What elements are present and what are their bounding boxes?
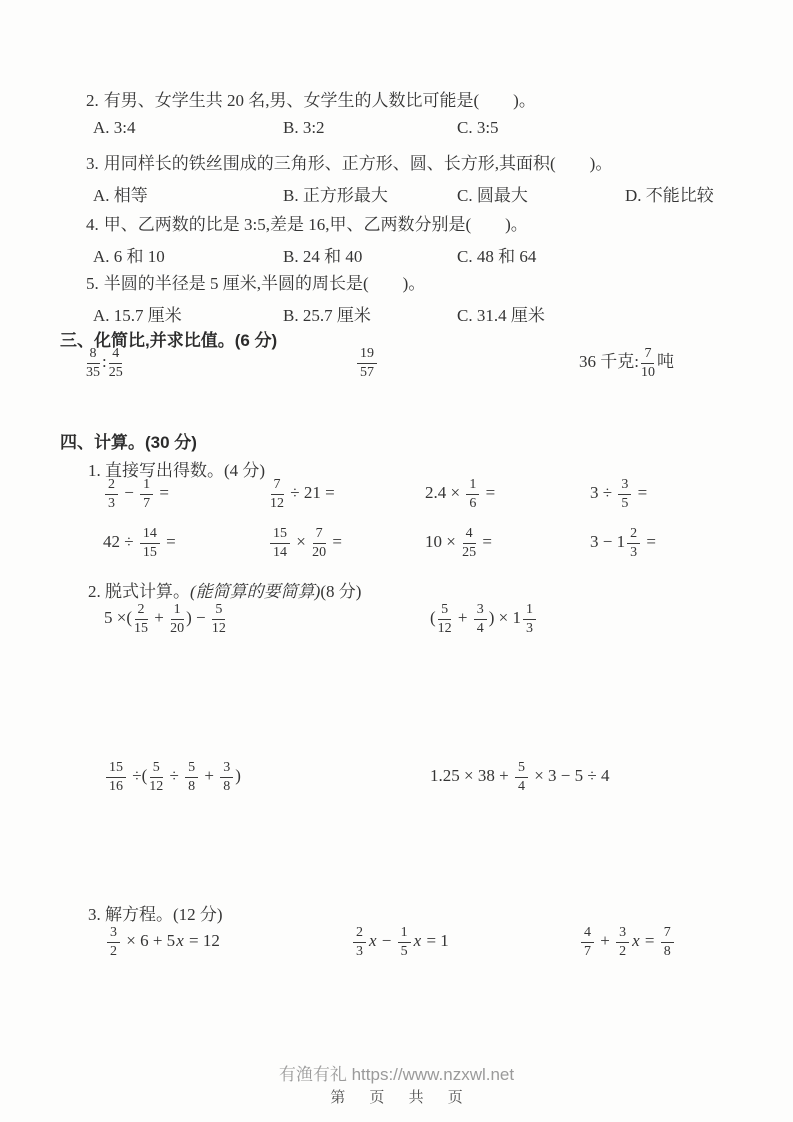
math-text: 2.4 ×	[425, 483, 465, 503]
question-3-line	[86, 149, 612, 174]
math-fraction: $\frac{3}{5}$	[618, 477, 631, 511]
question-4-line	[86, 210, 528, 235]
math-fraction: $\frac{2}{15}$	[134, 602, 148, 636]
math-text: −	[120, 483, 139, 503]
sub-question-2-prefix: 2. 脱式计算。	[88, 582, 190, 601]
option-c: C. 3:5	[457, 118, 499, 137]
oral-calc-4	[590, 477, 647, 511]
math-text: ) −	[186, 608, 210, 628]
math-text: ×	[292, 532, 311, 552]
math-text: 1.25 × 38 +	[430, 766, 513, 786]
option-a: A. 6 和 10	[93, 247, 165, 266]
math-variable: x	[632, 931, 640, 951]
question-2-line	[86, 86, 536, 111]
math-text: =	[481, 483, 496, 503]
question-body: 甲、乙两数的比是 3:5,差是 16,甲、乙两数分别是( )。	[103, 215, 528, 234]
math-variable: x	[413, 931, 422, 951]
math-variable: x	[176, 931, 184, 951]
math-text: =	[478, 532, 492, 552]
oral-calc-8	[590, 526, 656, 560]
math-fraction: $\frac{4}{7}$	[581, 925, 594, 959]
math-fraction: $\frac{7}{20}$	[312, 526, 327, 560]
math-fraction: $\frac{4}{25}$	[108, 346, 123, 380]
question-body: 半圆的半径是 5 厘米,半圆的周长是( )。	[103, 274, 426, 293]
math-fraction: $\frac{1}{7}$	[140, 477, 153, 511]
math-text: =	[161, 532, 176, 552]
math-text: +	[453, 608, 472, 628]
sub-question-2-title	[88, 577, 361, 602]
question-number: 4.	[86, 215, 99, 234]
math-text: 3 − 1	[590, 532, 626, 552]
option-c: C. 圆最大	[457, 186, 528, 205]
ratio-expression-1	[84, 346, 125, 380]
math-text: =	[640, 931, 659, 951]
question-number: 2.	[86, 91, 99, 110]
math-fraction: $\frac{2}{3}$	[353, 925, 366, 959]
question-5-line	[86, 269, 425, 294]
math-text: ÷	[165, 766, 184, 786]
math-fraction: $\frac{19}{57}$	[357, 346, 377, 380]
math-variable: x	[369, 931, 377, 951]
option-a: A. 3:4	[93, 118, 136, 137]
section-3-heading: 三、化简比,并求比值。(6 分)	[60, 331, 278, 350]
math-fraction: $\frac{1}{6}$	[466, 477, 479, 511]
math-fraction: $\frac{2}{3}$	[627, 526, 640, 560]
question-number: 5.	[86, 274, 99, 293]
math-text: ÷(	[128, 766, 148, 786]
math-fraction: $\frac{5}{8}$	[185, 760, 198, 794]
math-text: 42 ÷	[103, 532, 138, 552]
math-text: =	[642, 532, 656, 552]
math-fraction: $\frac{15}{16}$	[106, 760, 126, 794]
option-b: B. 正方形最大	[283, 186, 388, 205]
question-body: 用同样长的铁丝围成的三角形、正方形、圆、长方形,其面积( )。	[103, 154, 613, 173]
math-fraction: $\frac{1}{5}$	[398, 925, 411, 959]
math-fraction: $\frac{7}{8}$	[661, 925, 674, 959]
oral-calc-1	[103, 477, 169, 511]
math-text: −	[377, 931, 396, 951]
math-fraction: $\frac{1}{3}$	[523, 602, 536, 636]
stepwise-expression-1	[104, 602, 228, 636]
math-fraction: $\frac{8}{35}$	[86, 346, 100, 380]
option-b: B. 24 和 40	[283, 247, 363, 266]
math-fraction: $\frac{14}{15}$	[140, 526, 160, 560]
math-fraction: $\frac{4}{25}$	[462, 526, 477, 560]
option-a: A. 相等	[93, 186, 148, 205]
math-text: ÷ 21 =	[286, 483, 335, 503]
math-fraction: $\frac{3}{2}$	[107, 925, 120, 959]
sub-question-2-score: (8 分)	[320, 582, 362, 601]
ratio-expression-2	[355, 346, 379, 380]
option-d: D. 不能比较	[625, 186, 714, 205]
math-fraction: $\frac{1}{20}$	[170, 602, 185, 636]
oral-calc-5	[103, 526, 176, 560]
option-b: B. 25.7 厘米	[283, 306, 371, 325]
section-4-heading: 四、计算。(30 分)	[60, 433, 197, 452]
math-fraction: $\frac{5}{12}$	[437, 602, 452, 636]
footer-site-link: 有渔有礼 https://www.nzxwl.net	[278, 1065, 515, 1084]
math-text: 10 ×	[425, 532, 461, 552]
math-fraction: $\frac{5}{12}$	[211, 602, 226, 636]
question-number: 3.	[86, 154, 99, 173]
math-fraction: $\frac{3}{4}$	[474, 602, 487, 636]
equation-1	[105, 925, 220, 959]
option-a: A. 15.7 厘米	[93, 306, 182, 325]
math-text: =	[633, 483, 648, 503]
math-text: 36 千克:	[579, 352, 639, 372]
option-c: C. 48 和 64	[457, 247, 537, 266]
stepwise-expression-4	[430, 760, 609, 794]
sub-question-1-title: 1. 直接写出得数。(4 分)	[88, 461, 266, 480]
option-c: C. 31.4 厘米	[457, 306, 545, 325]
math-text: )	[235, 766, 241, 786]
math-text: +	[200, 766, 219, 786]
math-text: = 1	[422, 931, 449, 951]
stepwise-expression-2	[430, 602, 538, 636]
math-text: 3 ÷	[590, 483, 617, 503]
math-fraction: $\frac{3}{8}$	[220, 760, 233, 794]
question-body: 有男、女学生共 20 名,男、女学生的人数比可能是( )。	[103, 91, 536, 110]
equation-2	[351, 925, 449, 959]
ratio-expression-3	[579, 346, 674, 380]
math-fraction: $\frac{5}{4}$	[515, 760, 528, 794]
math-fraction: $\frac{7}{12}$	[270, 477, 284, 511]
math-text: 吨	[656, 352, 674, 372]
math-fraction: $\frac{2}{3}$	[105, 477, 118, 511]
math-text: (	[430, 608, 436, 628]
math-text: × 6 + 5	[122, 931, 176, 951]
stepwise-expression-3	[104, 760, 241, 794]
math-text: =	[328, 532, 342, 552]
math-text: = 12	[184, 931, 220, 951]
sub-question-3-title: 3. 解方程。(12 分)	[88, 905, 223, 924]
oral-calc-2	[268, 477, 335, 511]
math-fraction: $\frac{5}{12}$	[149, 760, 164, 794]
footer-page-indicator: 第 页 共 页	[330, 1089, 473, 1106]
sub-question-2-note: (能简算的要简算)	[190, 582, 321, 601]
math-fraction: $\frac{3}{2}$	[616, 925, 629, 959]
math-text: +	[596, 931, 615, 951]
option-b: B. 3:2	[283, 118, 325, 137]
math-fraction: $\frac{7}{10}$	[640, 346, 655, 380]
math-text: 5 ×(	[104, 608, 132, 628]
math-text: ) × 1	[488, 608, 522, 628]
equation-3	[579, 925, 676, 959]
oral-calc-3	[425, 477, 495, 511]
math-text: × 3 − 5 ÷ 4	[529, 766, 610, 786]
math-text: :	[102, 352, 107, 372]
math-text: +	[150, 608, 169, 628]
oral-calc-7	[425, 526, 492, 560]
oral-calc-6	[268, 526, 342, 560]
math-fraction: $\frac{15}{14}$	[270, 526, 290, 560]
math-text: =	[155, 483, 169, 503]
